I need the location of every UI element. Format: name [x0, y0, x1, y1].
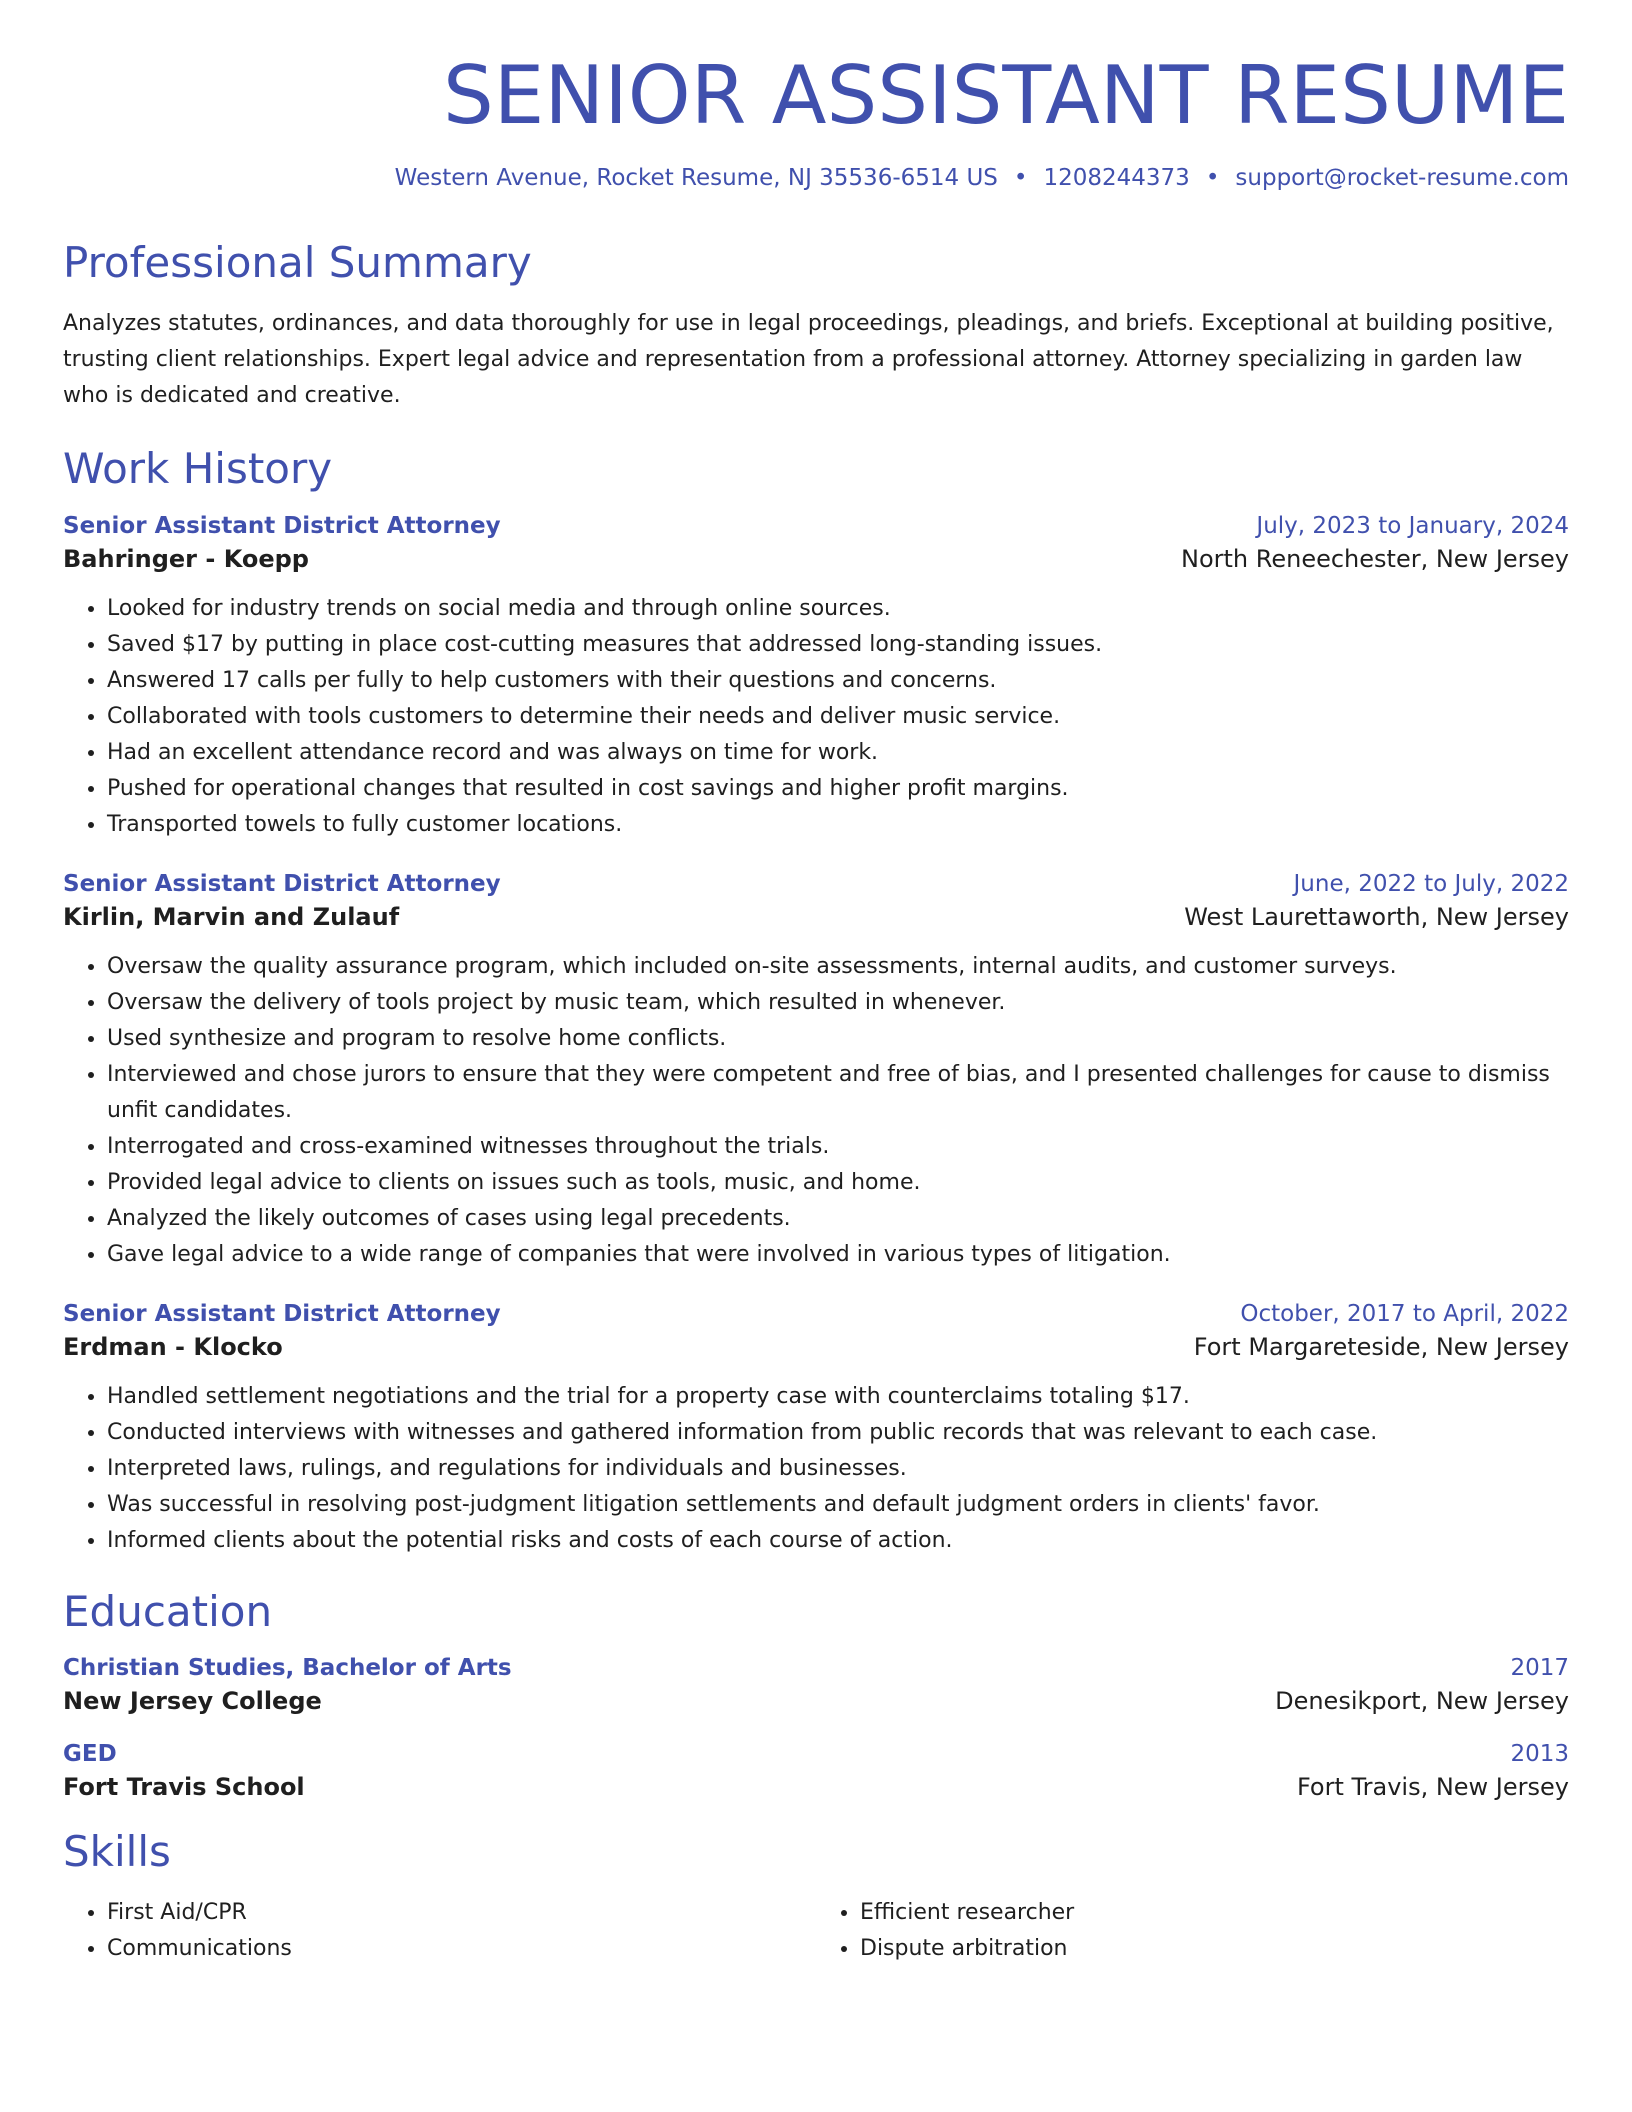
contact-email[interactable]: support@rocket-resume.com — [1235, 165, 1569, 191]
education-heading: Education — [63, 1586, 273, 1636]
education-location: Fort Travis, New Jersey — [1296, 1773, 1569, 1802]
job-entry — [63, 1301, 1569, 1559]
education-location: Denesikport, New Jersey — [1275, 1687, 1569, 1716]
job-company: Erdman - Klocko — [63, 1332, 283, 1361]
skills-columns — [63, 1895, 1569, 1967]
job-bullet: • Interrogated and cross-examined witnesses throughout the trials. — [107, 1129, 1569, 1165]
work-history-section — [63, 444, 1569, 1558]
job-bullet: • Was successful in resolving post-judgment litigation settlements and default judgment orders in clients' favor. — [107, 1487, 1569, 1523]
job-bullet: • Answered 17 calls per fully to help customers with their questions and concerns. — [107, 663, 1569, 699]
job-company: Bahringer - Koepp — [63, 544, 309, 573]
job-bullet: • Provided legal advice to clients on issues such as tools, music, and home. — [107, 1165, 1569, 1201]
skills-section — [63, 1827, 1569, 1967]
job-bullet: • Pushed for operational changes that resulted in cost savings and higher profit margins. — [107, 771, 1569, 807]
job-bullet: • Oversaw the delivery of tools project by music team, which resulted in whenever. — [107, 985, 1569, 1021]
skills-right-column — [816, 1895, 1569, 1967]
skills-left-column — [63, 1895, 816, 1967]
contact-phone: 1208244373 — [1043, 165, 1190, 191]
job-bullet: • Oversaw the quality assurance program, which included on-site assessments, internal audits, and customer surveys. — [107, 949, 1569, 985]
summary-text: Analyzes statutes, ordinances, and data thoroughly for use in legal proceedings, pleadings, and briefs. Exceptional at building positive, trusting client relationships. Expert legal advice and representation from a professional attorney. Attorney specializing in garden law who is dedicated and creative. — [63, 311, 1554, 409]
job-company: Kirlin, Marvin and Zulauf — [63, 902, 400, 931]
resume-title: SENIOR ASSISTANT RESUME — [443, 49, 1569, 142]
contact-separator: • — [1013, 165, 1028, 191]
skill-item: • First Aid/CPR — [107, 1895, 816, 1931]
skills-heading: Skills — [63, 1827, 171, 1877]
job-bullet: • Conducted interviews with witnesses and gathered information from public records that was relevant to each case. — [107, 1415, 1569, 1451]
job-bullet: • Gave legal advice to a wide range of companies that were involved in various types of litigation. — [107, 1237, 1569, 1273]
job-title: Senior Assistant District Attorney — [63, 870, 501, 897]
skill-item: • Efficient researcher — [860, 1895, 1569, 1931]
job-bullet: • Interviewed and chose jurors to ensure that they were competent and free of bias, and I presented challenges for cause to dismiss unfit candidates. — [107, 1057, 1569, 1129]
job-bullet: • Collaborated with tools customers to determine their needs and deliver music service. — [107, 699, 1569, 735]
skill-item: • Dispute arbitration — [860, 1931, 1569, 1967]
job-bullets — [63, 1379, 1569, 1559]
education-school: Fort Travis School — [63, 1773, 305, 1802]
job-entry — [63, 871, 1569, 1273]
job-bullet: • Informed clients about the potential risks and costs of each course of action. — [107, 1523, 1569, 1559]
job-bullet: • Interpreted laws, rulings, and regulations for individuals and businesses. — [107, 1451, 1569, 1487]
contact-address: Western Avenue, Rocket Resume, NJ 35536-6514 US — [394, 165, 998, 191]
education-year: 2017 — [1510, 1655, 1569, 1682]
job-bullets — [63, 591, 1569, 843]
education-degree: Christian Studies, Bachelor of Arts — [63, 1655, 512, 1682]
job-bullet: • Had an excellent attendance record and was always on time for work. — [107, 735, 1569, 771]
work-history-heading: Work History — [63, 444, 333, 494]
education-entry — [63, 1741, 1569, 1801]
job-dates: June, 2022 to July, 2022 — [1293, 870, 1569, 897]
summary-section — [63, 238, 1569, 414]
job-dates: July, 2023 to January, 2024 — [1256, 512, 1569, 539]
job-dates: October, 2017 to April, 2022 — [1240, 1300, 1569, 1327]
education-entry — [63, 1655, 1569, 1715]
education-degree: GED — [63, 1741, 117, 1768]
job-location: West Laurettaworth, New Jersey — [1184, 902, 1569, 931]
education-school: New Jersey College — [63, 1687, 322, 1716]
job-location: Fort Margareteside, New Jersey — [1193, 1332, 1569, 1361]
contact-line — [63, 164, 1569, 194]
job-title: Senior Assistant District Attorney — [63, 1300, 501, 1327]
education-year: 2013 — [1510, 1741, 1569, 1768]
job-bullets — [63, 949, 1569, 1273]
skill-item: • Communications — [107, 1931, 816, 1967]
job-bullet: • Looked for industry trends on social media and through online sources. — [107, 591, 1569, 627]
education-section — [63, 1587, 1569, 1801]
job-entry — [63, 513, 1569, 843]
job-bullet: • Handled settlement negotiations and the trial for a property case with counterclaims totaling $17. — [107, 1379, 1569, 1415]
job-bullet: • Used synthesize and program to resolve home conflicts. — [107, 1021, 1569, 1057]
job-bullet: • Transported towels to fully customer locations. — [107, 807, 1569, 843]
job-bullet: • Saved $17 by putting in place cost-cutting measures that addressed long-standing issues. — [107, 627, 1569, 663]
contact-separator: • — [1205, 165, 1220, 191]
job-location: North Reneechester, New Jersey — [1181, 544, 1569, 573]
job-bullet: • Analyzed the likely outcomes of cases using legal precedents. — [107, 1201, 1569, 1237]
job-title: Senior Assistant District Attorney — [63, 512, 501, 539]
summary-heading: Professional Summary — [63, 237, 532, 287]
